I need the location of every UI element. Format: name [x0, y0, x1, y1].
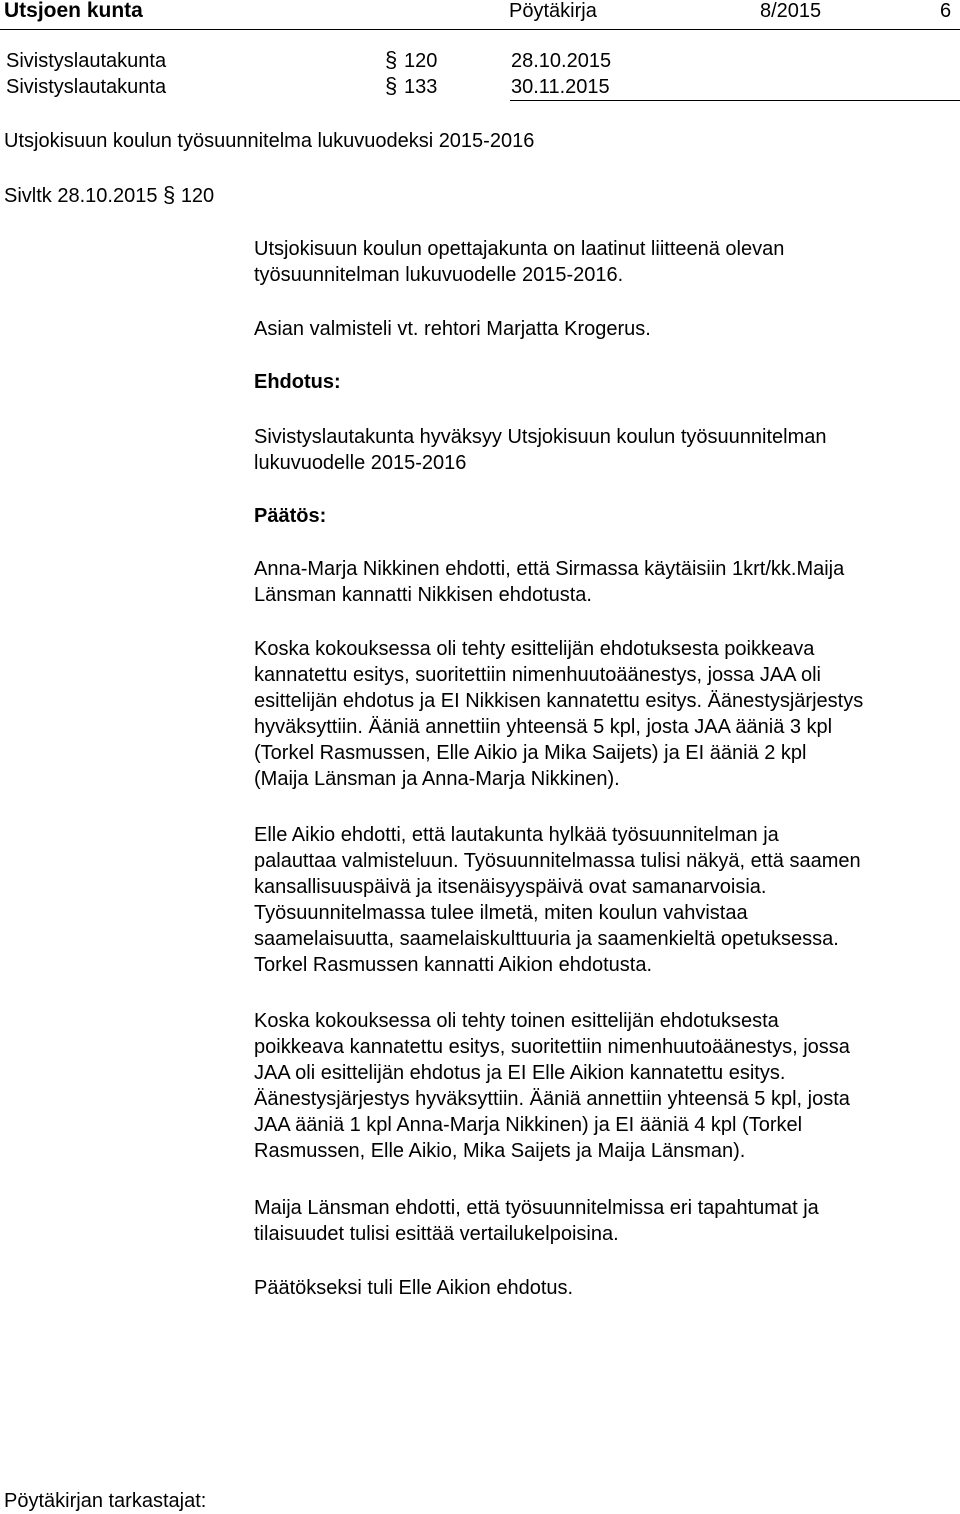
- text-line: palauttaa valmisteluun. Työsuunnitelmassa tulisi näkyä, että saamen: [254, 850, 861, 872]
- text-line: työsuunnitelman lukuvuodelle 2015-2016.: [254, 264, 624, 286]
- reference-body: Sivistyslautakunta: [6, 50, 167, 72]
- text-line: Työsuunnitelmassa tulee ilmetä, miten koulun vahvistaa: [254, 902, 748, 924]
- preparer-line: Asian valmisteli vt. rehtori Marjatta Krogerus.: [254, 318, 651, 340]
- meeting-reference-number: 120: [180, 185, 215, 207]
- decision-paragraph-1: [254, 556, 960, 608]
- section-mark-icon: §: [385, 47, 398, 72]
- text-line: Torkel Rasmussen kannatti Aikion ehdotusta.: [254, 954, 652, 976]
- intro-paragraph: [254, 236, 960, 288]
- decision-heading: Päätös:: [254, 505, 327, 527]
- text-line: poikkeava kannatettu esitys, suoritettiin nimenhuutoäänestys, jossa: [254, 1036, 850, 1058]
- text-line: esittelijän ehdotus ja EI Nikkisen kannatettu esitys. Äänestysjärjestys: [254, 690, 864, 712]
- header-rule: [0, 29, 960, 30]
- text-line: Elle Aikio ehdotti, että lautakunta hylkää työsuunnitelman ja: [254, 824, 779, 846]
- text-line: (Maija Länsman ja Anna-Marja Nikkinen).: [254, 768, 620, 790]
- document-number: 8/2015: [760, 0, 822, 22]
- text-line: Koska kokouksessa oli tehty toinen esittelijän ehdotuksesta: [254, 1010, 779, 1032]
- text-line: Rasmussen, Elle Aikio, Mika Saijets ja Maija Länsman).: [254, 1140, 746, 1162]
- text-line: hyväksyttiin. Ääniä annettiin yhteensä 5 kpl, josta JAA ääniä 3 kpl: [254, 716, 833, 738]
- section-rule: [510, 100, 960, 101]
- text-line: Maija Länsman ehdotti, että työsuunnitelmissa eri tapahtumat ja: [254, 1197, 819, 1219]
- proposal-heading: Ehdotus:: [254, 371, 341, 393]
- decision-paragraph-3: [254, 822, 960, 978]
- reference-number: 133: [404, 76, 438, 98]
- reference-body: Sivistyslautakunta: [6, 76, 167, 98]
- text-line: Koska kokouksessa oli tehty esittelijän ehdotuksesta poikkeava: [254, 638, 815, 660]
- section-mark-icon: §: [385, 73, 398, 98]
- section-mark-icon: §: [163, 182, 176, 207]
- organization-name: Utsjoen kunta: [4, 0, 143, 22]
- text-line: Anna-Marja Nikkinen ehdotti, että Sirmassa käytäisiin 1krt/kk.Maija: [254, 558, 845, 580]
- text-line: Sivistyslautakunta hyväksyy Utsjokisuun koulun työsuunnitelman: [254, 426, 827, 448]
- reference-number: 120: [404, 50, 438, 72]
- text-line: saamelaisuutta, saamelaiskulttuuria ja saamenkieltä opetuksessa.: [254, 928, 839, 950]
- final-decision: Päätökseksi tuli Elle Aikion ehdotus.: [254, 1277, 574, 1299]
- text-line: (Torkel Rasmussen, Elle Aikio ja Mika Saijets) ja EI ääniä 2 kpl: [254, 742, 807, 764]
- text-line: Äänestysjärjestys hyväksyttiin. Ääniä annettiin yhteensä 5 kpl, josta: [254, 1088, 850, 1110]
- text-line: kansallisuuspäivä ja itsenäisyyspäivä ovat samanarvoisia.: [254, 876, 767, 898]
- meeting-reference-prefix: Sivltk 28.10.2015: [4, 185, 158, 207]
- reference-date: 30.11.2015: [511, 76, 610, 98]
- text-line: JAA ääniä 1 kpl Anna-Marja Nikkinen) ja EI ääniä 4 kpl (Torkel: [254, 1114, 803, 1136]
- item-title: Utsjokisuun koulun työsuunnitelma lukuvuodeksi 2015-2016: [4, 130, 535, 152]
- document-type: Pöytäkirja: [509, 0, 597, 22]
- decision-paragraph-5: [254, 1195, 960, 1247]
- reviewers-label: Pöytäkirjan tarkastajat:: [4, 1490, 207, 1512]
- text-line: Utsjokisuun koulun opettajakunta on laatinut liitteenä olevan: [254, 238, 785, 260]
- reference-date: 28.10.2015: [511, 50, 612, 72]
- meeting-reference: [4, 182, 214, 209]
- page-number: 6: [940, 0, 952, 22]
- text-line: tilaisuudet tulisi esittää vertailukelpoisina.: [254, 1223, 619, 1245]
- decision-paragraph-2: [254, 636, 960, 792]
- decision-paragraph-4: [254, 1008, 960, 1164]
- text-line: lukuvuodelle 2015-2016: [254, 452, 467, 474]
- text-line: JAA oli esittelijän ehdotus ja EI Elle Aikion kannatettu esitys.: [254, 1062, 786, 1084]
- text-line: Länsman kannatti Nikkisen ehdotusta.: [254, 584, 592, 606]
- text-line: kannatettu esitys, suoritettiin nimenhuutoäänestys, jossa JAA oli: [254, 664, 821, 686]
- proposal-paragraph: [254, 424, 960, 476]
